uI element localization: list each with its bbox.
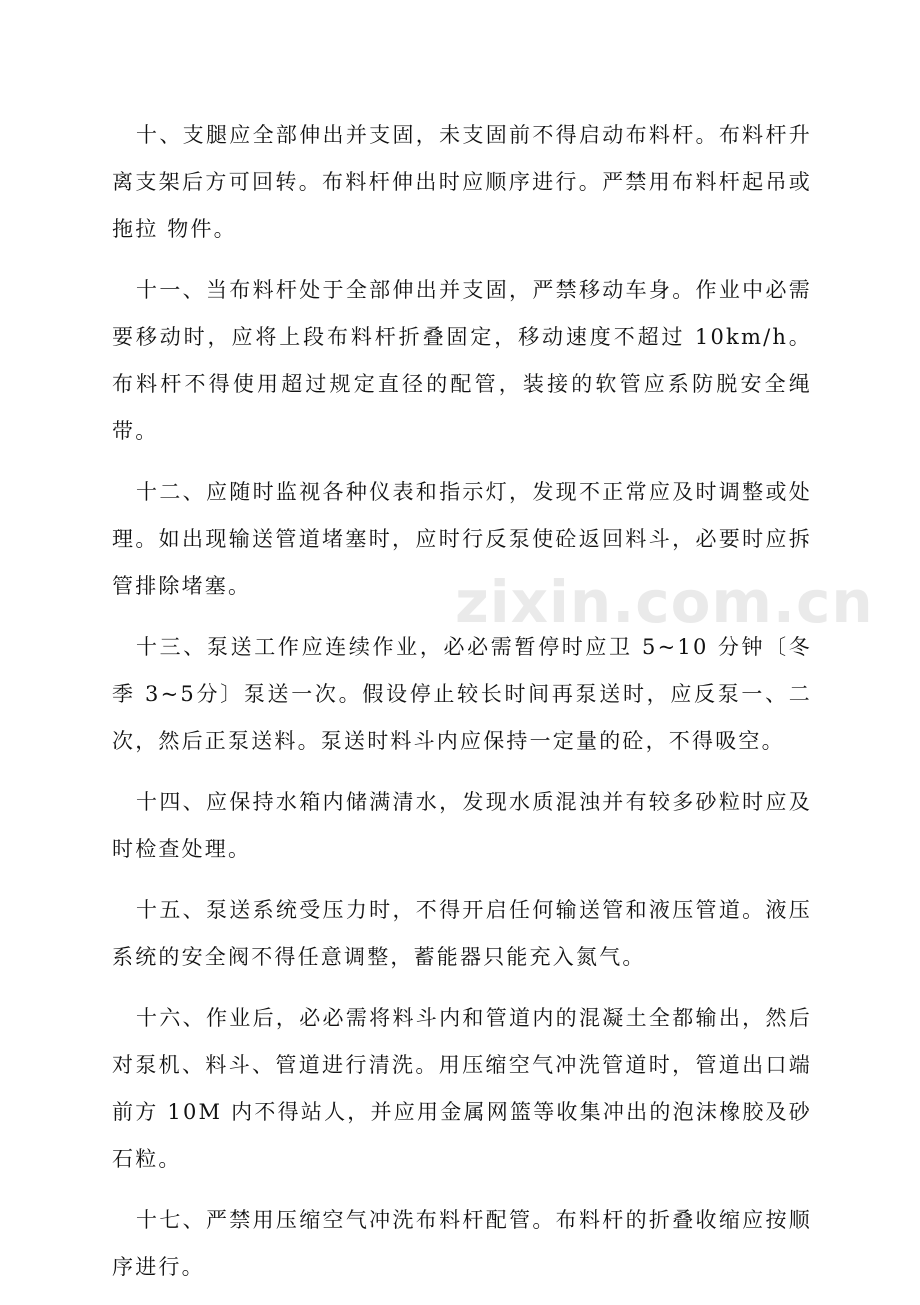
paragraph-15: 十五、泵送系统受压力时，不得开启任何输送管和液压管道。液压系统的安全阀不得任意调整，蓄能器只能充入氮气。 (112, 898, 812, 969)
paragraph-13: 十三、泵送工作应连续作业，必必需暂停时应卫 5~10 分钟〔冬季 3~5分〕泵送一次。假设停止较长时间再泵送时，应反泵一、二次，然后正泵送料。泵送时料斗内应保持一定量的砼，不得吸空。 (112, 635, 812, 753)
watermark: zixin.com.cn (455, 568, 874, 636)
paragraph-11: 十一、当布料杆处于全部伸出并支固，严禁移动车身。作业中必需要移动时，应将上段布料杆折叠固定，移动速度不超过 10km/h。布料杆不得使用超过规定直径的配管，装接的软管应系防脱安全绳带。 (112, 278, 812, 443)
paragraph-16: 十六、作业后，必必需将料斗内和管道内的混凝土全都输出，然后对泵机、料斗、管道进行清洗。用压缩空气冲洗管道时，管道出口端前方 10M 内不得站人，并应用金属网篮等收集冲出的泡沫橡胶及砂石粒。 (112, 1006, 812, 1171)
paragraph-14: 十四、应保持水箱内储满清水，发现水质混浊并有较多砂粒时应及时检查处理。 (112, 790, 812, 861)
document-body (112, 112, 812, 1305)
paragraph-17: 十七、严禁用压缩空气冲洗布料杆配管。布料杆的折叠收缩应按顺序进行。 (112, 1208, 812, 1279)
paragraph-12: 十二、应随时监视各种仪表和指示灯，发现不正常应及时调整或处理。如出现输送管道堵塞时，应时行反泵使砼返回料斗，必要时应拆管排除堵塞。 (112, 480, 812, 598)
paragraph-10: 十、支腿应全部伸出并支固，未支固前不得启动布料杆。布料杆升离支架后方可回转。布料杆伸出时应顺序进行。严禁用布料杆起吊或拖拉 物件。 (112, 123, 812, 241)
